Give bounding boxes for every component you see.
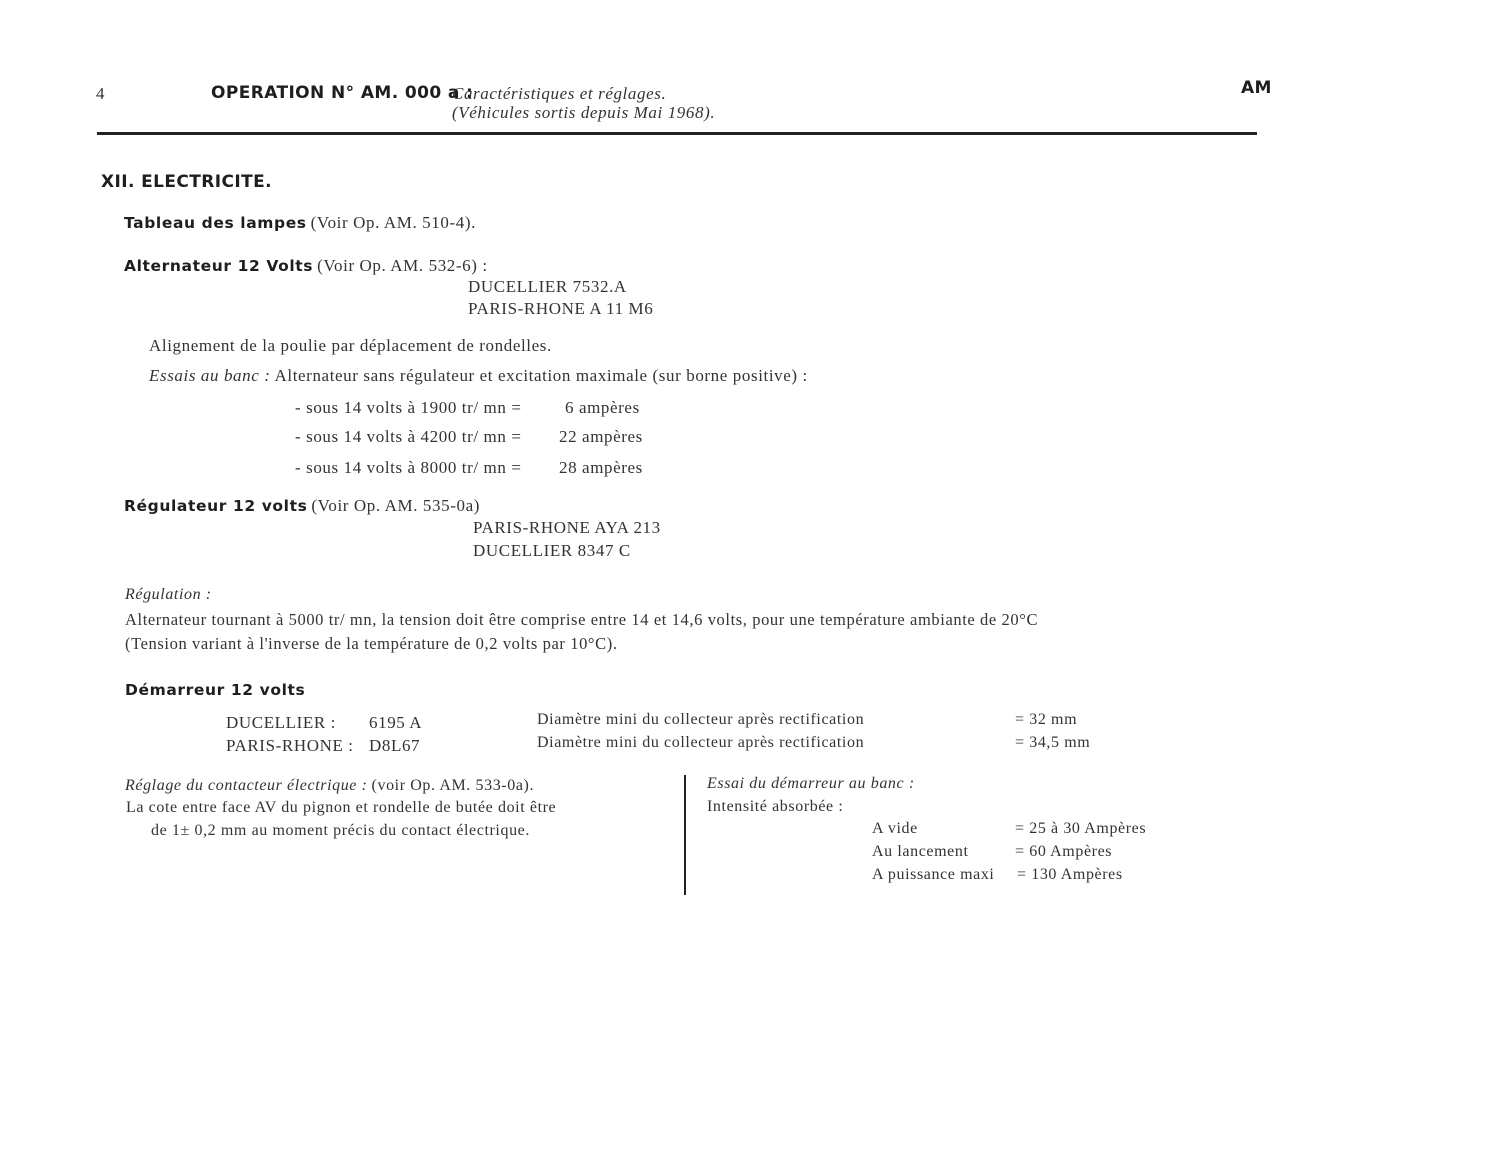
document-code: AM: [1241, 78, 1272, 98]
bench-test-intensity: Intensité absorbée :: [707, 798, 844, 815]
bench-row-3-value: = 130 Ampères: [1017, 866, 1123, 883]
regulation-label: Régulation :: [125, 586, 212, 603]
bench-test-label: Essai du démarreur au banc :: [707, 775, 915, 792]
test-label: Essais au banc :: [149, 366, 271, 385]
test-row-3-value: 28 ampères: [559, 458, 643, 477]
contactor-line-2: de 1± 0,2 mm au moment précis du contact électrique.: [151, 822, 530, 839]
alternator-model-1: DUCELLIER 7532.A: [468, 277, 627, 296]
test-row-3-text: - sous 14 volts à 8000 tr/ mn =: [295, 458, 522, 477]
starter-row-2-brand: PARIS-RHONE :: [226, 736, 354, 755]
contactor-line: [125, 777, 534, 795]
bench-row-1-value: = 25 à 30 Ampères: [1015, 820, 1147, 837]
regulator-ref: (Voir Op. AM. 535-0a): [311, 496, 481, 515]
starter-row-2-value: = 34,5 mm: [1015, 734, 1091, 751]
operation-subtitle-line2: (Véhicules sortis depuis Mai 1968).: [452, 103, 716, 122]
lamps-line: [124, 213, 476, 233]
test-row-2-text: - sous 14 volts à 4200 tr/ mn =: [295, 427, 522, 446]
section-title: XII. ELECTRICITE.: [101, 172, 272, 192]
lamps-ref: (Voir Op. AM. 510-4).: [310, 213, 476, 232]
alternator-ref: (Voir Op. AM. 532-6) :: [317, 256, 488, 275]
contactor-line-1: La cote entre face AV du pignon et rondelle de butée doit être: [126, 799, 557, 816]
header-rule: [97, 132, 1257, 135]
starter-row-2-desc: Diamètre mini du collecteur après rectification: [537, 734, 865, 751]
contactor-ref: (voir Op. AM. 533-0a).: [371, 777, 535, 794]
starter-row-1-brand: DUCELLIER :: [226, 713, 337, 732]
starter-row-1-model: 6195 A: [369, 713, 423, 732]
test-row-1-value: 6 ampères: [565, 398, 640, 417]
starter-label: Démarreur 12 volts: [125, 681, 306, 699]
page-number: 4: [96, 84, 106, 103]
operation-title: OPERATION N° AM. 000 a :: [211, 83, 474, 103]
bench-row-1-name: A vide: [872, 820, 918, 837]
starter-row-1-value: = 32 mm: [1015, 711, 1078, 728]
test-row-2-value: 22 ampères: [559, 427, 643, 446]
alternator-line: [124, 256, 488, 276]
regulator-model-1: PARIS-RHONE AYA 213: [473, 518, 661, 537]
starter-row-1-desc: Diamètre mini du collecteur après rectification: [537, 711, 865, 728]
bench-row-3-name: A puissance maxi: [872, 866, 995, 883]
bench-row-2-name: Au lancement: [872, 843, 969, 860]
lamps-label: Tableau des lampes: [124, 214, 307, 232]
operation-subtitle-line1: Caractéristiques et réglages.: [452, 84, 667, 103]
test-text: Alternateur sans régulateur et excitation maximale (sur borne positive) :: [274, 366, 808, 385]
regulation-line-2: (Tension variant à l'inverse de la température de 0,2 volts par 10°C).: [125, 634, 618, 653]
starter-row-2-model: D8L67: [369, 736, 421, 755]
alternator-test-line: [149, 366, 808, 386]
regulator-model-2: DUCELLIER 8347 C: [473, 541, 631, 560]
bench-row-2-value: = 60 Ampères: [1015, 843, 1113, 860]
regulation-line-1: Alternateur tournant à 5000 tr/ mn, la tension doit être comprise entre 14 et 14,6 volts, pour une température ambiante de 20°C: [125, 610, 1039, 629]
regulator-label: Régulateur 12 volts: [124, 497, 308, 515]
alternator-alignment: Alignement de la poulie par déplacement de rondelles.: [149, 336, 552, 355]
regulator-line: [124, 496, 480, 516]
alternator-model-2: PARIS-RHONE A 11 M6: [468, 299, 654, 318]
column-divider: [684, 775, 686, 895]
alternator-label: Alternateur 12 Volts: [124, 257, 314, 275]
contactor-label: Réglage du contacteur électrique :: [125, 777, 368, 794]
test-row-1-text: - sous 14 volts à 1900 tr/ mn =: [295, 398, 522, 417]
